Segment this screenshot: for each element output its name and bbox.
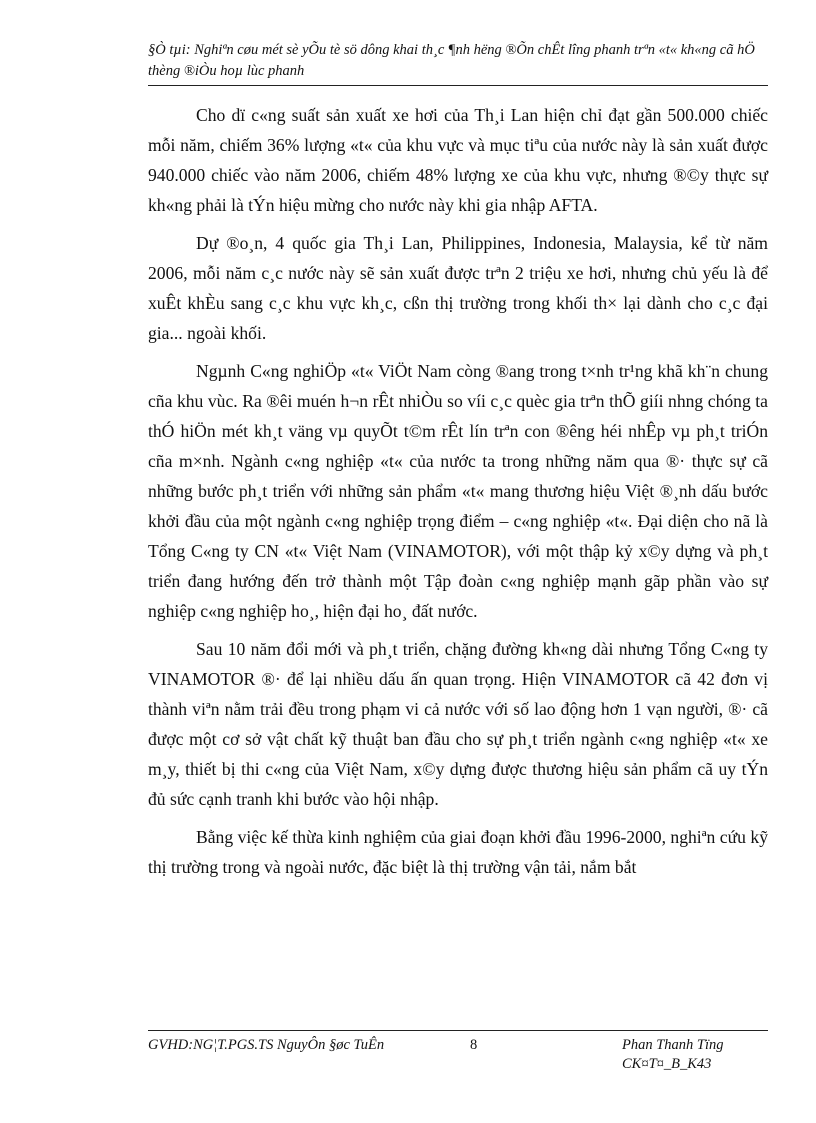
footer-divider	[148, 1030, 768, 1031]
footer-author: Phan Thanh Tïng	[622, 1037, 724, 1053]
paragraph-2: Dự ®o¸n, 4 quốc gia Th¸i Lan, Philippines, Indonesia, Malaysia, kể từ năm 2006, mỗi năm c¸c nước này sẽ sản xuất được trªn 2 triệu xe hơi, nhưng chủ yếu là để xuÊt khÈu sang c¸c khu vực kh¸c, cßn thị trường trong khối th× lại dành cho c¸c đại gia... ngoài khối.	[148, 233, 768, 343]
page-header	[148, 40, 768, 82]
footer-author-block	[622, 1036, 724, 1074]
header-title: §Ò tµi: Nghiªn cøu mét sè yÕu tè sö dông khai th¸c ¶nh hëng ®Õn chÊt lîng phanh trªn «t« kh«ng cã hÖ thèng ®iÒu hoµ lùc phanh	[148, 42, 755, 79]
body-text	[148, 100, 768, 890]
paragraph-1: Cho dï c«ng suất sản xuất xe hơi của Th¸i Lan hiện chỉ đạt gần 500.000 chiếc mỗi năm, chiếm 36% lượng «t« của khu vực và mục tiªu của nước này là sản xuất được 940.000 chiếc vào năm 2006, chiếm 48% lượng xe của khu vực, nhưng ®©y thực sự kh«ng phải là tÝn hiệu mừng cho nước này khi gia nhập AFTA.	[148, 105, 768, 215]
paragraph-3: Ngµnh C«ng nghiÖp «t« ViÖt Nam còng ®ang trong t×nh tr¹ng khã kh¨n chung cña khu vùc. Ra ®êi muén h¬n rÊt nhiÒu so víi c¸c quèc gia trªn thÕ giíi nhng chóng ta thÓ hiÖn mét kh¸t väng vµ quyÕt t©m rÊt lín trªn con ®êng héi nhÊp vµ ph¸t triÓn cña m×nh. Ngành c«ng nghiệp «t« của nước ta trong những năm qua ®· thực sự cã những bước ph¸t triển với những sản phẩm «t« mang thương hiệu Việt ®¸nh dấu bước khởi đầu của một ngành c«ng nghiệp trọng điểm – c«ng nghiệp «t«. Đại diện cho nã là Tổng C«ng ty CN «t« Việt Nam (VINAMOTOR), với một thập kỷ x©y dựng và ph¸t triển đang hướng đến trở thành một Tập đoàn c«ng nghiệp mạnh gãp phần vào sự nghiệp c«ng nghiệp ho¸, hiện đại ho¸ đất nước.	[148, 361, 768, 621]
page-number: 8	[470, 1037, 478, 1053]
header-divider	[148, 85, 768, 86]
footer-class-code: CK¤T¤_B_K43	[622, 1056, 712, 1072]
footer-advisor: GVHD:NG¦T.PGS.TS NguyÔn §øc TuÊn	[148, 1037, 385, 1053]
paragraph-5: Bằng việc kế thừa kinh nghiệm của giai đoạn khởi đầu 1996-2000, nghiªn cứu kỹ thị trường trong và ngoài nước, đặc biệt là thị trường vận tải, nắm bắt	[148, 827, 768, 877]
paragraph-4: Sau 10 năm đổi mới và ph¸t triển, chặng đường kh«ng dài nhưng Tổng C«ng ty VINAMOTOR ®· để lại nhiều dấu ấn quan trọng. Hiện VINAMOTOR cã 42 đơn vị thành viªn nằm trải đều trong phạm vi cả nước với số lao động hơn 1 vạn người, ®· cã được một cơ sở vật chất kỹ thuật ban đầu cho sự ph¸t triển ngành c«ng nghiệp «t« xe m¸y, thiết bị thi c«ng của Việt Nam, x©y dựng được thương hiệu sản phẩm cã uy tÝn đủ sức cạnh tranh khi bước vào hội nhập.	[148, 639, 768, 809]
